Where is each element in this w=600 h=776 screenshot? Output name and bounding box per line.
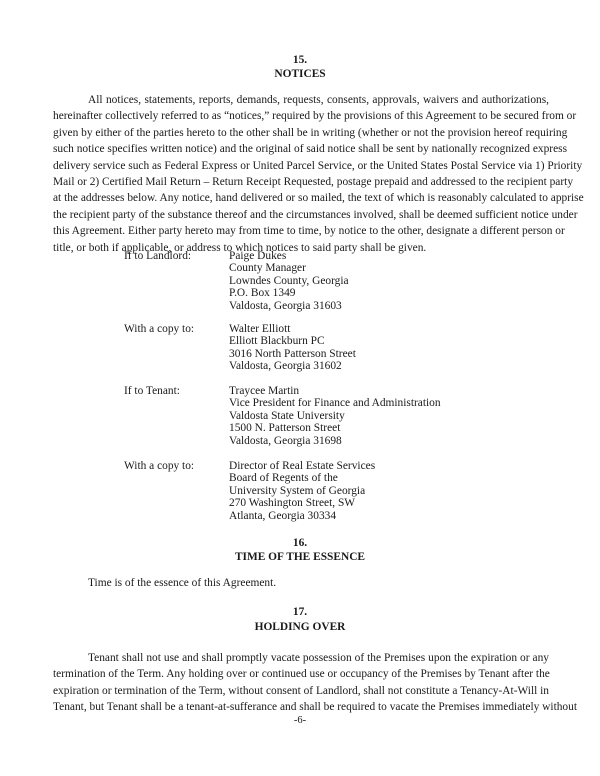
address-line: County Manager [229, 262, 306, 275]
address-lines [229, 385, 441, 447]
address-line: University System of Georgia [229, 484, 366, 497]
address-label: If to Landlord: [124, 250, 192, 262]
section-15-number: 15. [292, 54, 308, 66]
paragraph-line: title, or both if applicable, or address to which notices to said party shall be given. [53, 241, 427, 254]
address-line: P.O. Box 1349 [229, 287, 296, 300]
section-17-paragraph [53, 650, 577, 716]
address-line: Valdosta, Georgia 31603 [229, 299, 342, 312]
address-lines [229, 460, 375, 522]
address-label: If to Tenant: [124, 385, 180, 397]
paragraph-line: given by either of the parties hereto to the other shall be in writing (whether or not the provision hereof requiring [53, 126, 568, 139]
section-15-paragraph [53, 92, 584, 256]
section-17-title: HOLDING OVER [254, 621, 346, 633]
address-label: With a copy to: [124, 460, 195, 472]
paragraph-line: the recipient party of the substance thereof and the circumstances involved, shall be deemed sufficient notice under [53, 208, 578, 221]
paragraph-line: hereinafter collectively referred to as “notices,” required by the provisions of this Agreement to be secured from or [53, 110, 577, 123]
paragraph-line: Tenant shall not use and shall promptly vacate possession of the Premises upon the expiration or any [88, 652, 549, 664]
page-number: -6- [293, 715, 307, 726]
address-line: Walter Elliott [229, 323, 291, 335]
address-line: 3016 North Patterson Street [229, 347, 356, 360]
address-line: Elliott Blackburn PC [229, 335, 325, 348]
address-line: Vice President for Finance and Administration [229, 397, 441, 410]
address-label: With a copy to: [124, 323, 195, 335]
paragraph-line: expiration or termination of the Term, without consent of Landlord, shall not constitute a Tenancy-At-Will in [53, 684, 549, 697]
address-line: Valdosta, Georgia 31698 [229, 434, 342, 447]
address-line: Director of Real Estate Services [229, 460, 376, 472]
address-line: Valdosta State University [229, 409, 345, 422]
address-line: 270 Washington Street, SW [229, 497, 356, 510]
address-lines [229, 323, 356, 373]
section-16-number: 16. [292, 537, 308, 549]
address-line: Paige Dukes [229, 250, 287, 262]
section-15-title: NOTICES [274, 68, 326, 80]
paragraph-line: such notice specifies written notice) and the original of said notice shall be sent by nationally recognized express [53, 143, 567, 156]
section-16-text: Time is of the essence of this Agreement. [88, 577, 277, 589]
section-17-number: 17. [292, 606, 308, 618]
paragraph-line: Tenant, but Tenant shall be a tenant-at-sufferance and shall be required to vacate the Premises immediately without [53, 701, 577, 714]
address-lines [229, 250, 349, 312]
address-line: Atlanta, Georgia 30334 [229, 509, 337, 522]
paragraph-line: All notices, statements, reports, demands, requests, consents, approvals, waivers and authorizations, [88, 94, 549, 106]
paragraph-line: at the addresses below. Any notice, hand delivered or so mailed, the text of which is reasonably calculated to apprise [53, 192, 584, 205]
address-line: 1500 N. Patterson Street [229, 422, 341, 435]
address-line: Board of Regents of the [229, 472, 338, 485]
paragraph-line: termination of the Term. Any holding over or continued use or occupancy of the Premises by Tenant after the [53, 668, 550, 681]
address-line: Valdosta, Georgia 31602 [229, 360, 342, 373]
address-line: Traycee Martin [229, 385, 300, 397]
paragraph-line: this Agreement. Either party hereto may from time to time, by notice to the other, designate a different person or [53, 225, 565, 238]
paragraph-line: delivery service such as Federal Express or United Parcel Service, or the United States Postal Service via 1) Priority [53, 159, 583, 172]
address-line: Lowndes County, Georgia [229, 274, 349, 287]
section-16-title: TIME OF THE ESSENCE [234, 551, 366, 563]
paragraph-line: Mail or 2) Certified Mail Return – Return Receipt Requested, postage prepaid and addressed to the recipient party [53, 175, 574, 188]
